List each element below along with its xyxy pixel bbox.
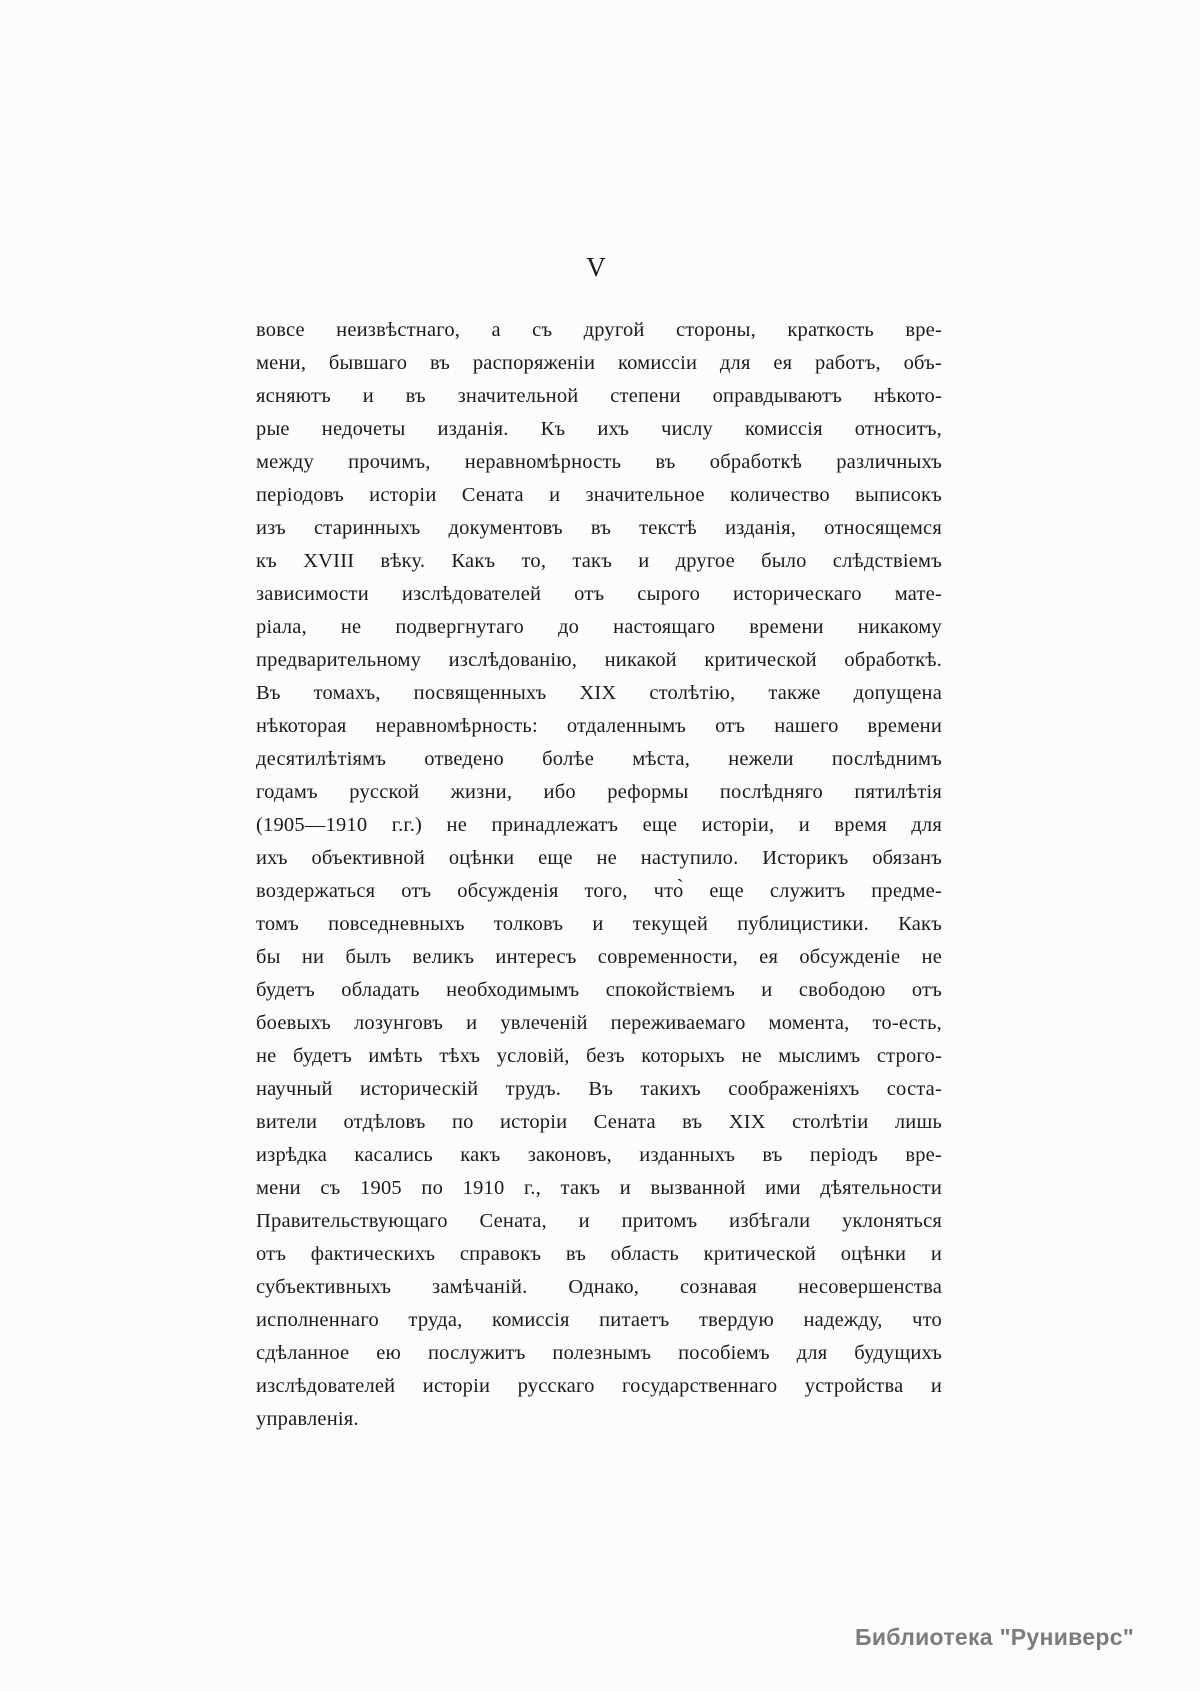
text-line: мени, бывшаго въ распоряженіи комиссіи для ея работъ, объ- [256,352,942,374]
text-line: бы ни былъ великъ интересъ современности, ея обсужденіе не [256,946,942,968]
text-line: ріала, не подвергнутаго до настоящаго времени никакому [256,616,942,638]
text-line: изрѣдка касались какъ законовъ, изданныхъ въ періодъ вре- [256,1144,942,1166]
text-line: годамъ русской жизни, ибо реформы послѣдняго пятилѣтія [256,781,942,803]
text-line: томъ повседневныхъ толковъ и текущей публицистики. Какъ [256,913,942,935]
text-line: (1905—1910 г.г.) не принадлежатъ еще исторіи, и время для [256,814,942,836]
text-line: десятилѣтіямъ отведено болѣе мѣста, нежели послѣднимъ [256,748,942,770]
text-line: нѣкоторая неравномѣрность: отдаленнымъ отъ нашего времени [256,715,942,737]
text-line: ихъ объективной оцѣнки еще не наступило. Историкъ обязанъ [256,847,942,869]
text-line: изслѣдователей исторіи русскаго государственнаго устройства и [256,1375,942,1397]
text-line: будетъ обладать необходимымъ спокойствіемъ и свободою отъ [256,979,942,1001]
text-line: не будетъ имѣть тѣхъ условій, безъ которыхъ не мыслимъ строго- [256,1045,942,1067]
text-line: рые недочеты изданія. Къ ихъ числу комиссія относитъ, [256,418,942,440]
text-line: воздержаться отъ обсужденія того, что̀ еще служитъ предме- [256,880,942,902]
text-line: между прочимъ, неравномѣрность въ обработкѣ различныхъ [256,451,942,473]
text-line: субъективныхъ замѣчаній. Однако, сознавая несовершенства [256,1276,942,1298]
text-line: изъ старинныхъ документовъ въ текстѣ изданія, относящемся [256,517,942,539]
body-text [256,314,942,1436]
text-line: управленія. [256,1408,359,1430]
library-watermark: Библиотека "Руниверс" [855,1624,1135,1650]
text-line: ясняютъ и въ значительной степени оправдываютъ нѣкото- [256,385,942,407]
text-line: предварительному изслѣдованію, никакой критической обработкѣ. [256,649,942,671]
text-line: Въ томахъ, посвященныхъ XIX столѣтію, также допущена [256,682,942,704]
text-line: научный историческій трудъ. Въ такихъ соображеніяхъ соста- [256,1078,942,1100]
text-line: вовсе неизвѣстнаго, а съ другой стороны, краткость вре- [256,319,942,341]
text-line: къ XVIII вѣку. Какъ то, такъ и другое было слѣдствіемъ [256,550,942,572]
text-line: вители отдѣловъ по исторіи Сената въ XIX столѣтіи лишь [256,1111,942,1133]
text-line: сдѣланное ею послужитъ полезнымъ пособіемъ для будущихъ [256,1342,942,1364]
page-number: V [586,252,606,282]
text-line: мени съ 1905 по 1910 г., такъ и вызванной ими дѣятельности [256,1177,942,1199]
text-line: отъ фактическихъ справокъ въ область критической оцѣнки и [256,1243,942,1265]
text-line: боевыхъ лозунговъ и увлеченій переживаемаго момента, то-есть, [256,1012,942,1034]
text-line: зависимости изслѣдователей отъ сырого историческаго мате- [256,583,942,605]
text-line: Правительствующаго Сената, и притомъ избѣгали уклоняться [256,1210,942,1232]
text-line: исполненнаго труда, комиссія питаетъ твердую надежду, что [256,1309,942,1331]
text-line: періодовъ исторіи Сената и значительное количество выписокъ [256,484,942,506]
